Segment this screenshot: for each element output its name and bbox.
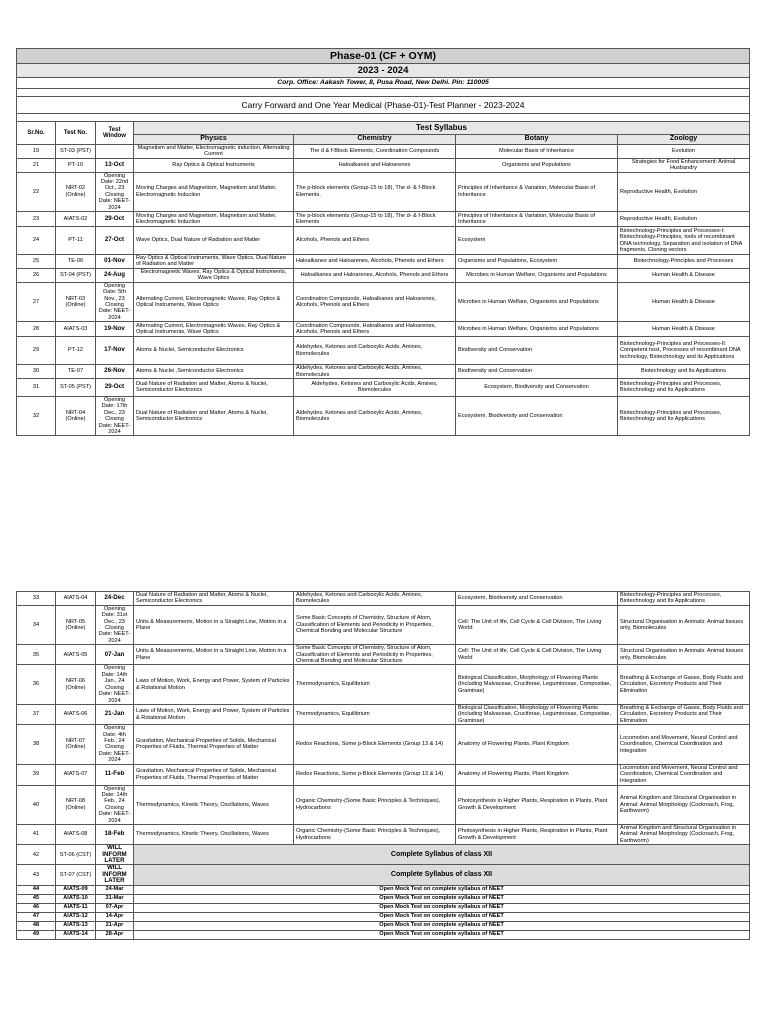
syllabus-zoology: Biotechnology and Its Applications	[618, 365, 750, 379]
syllabus-physics: Moving Charges and Magnetism, Magnetism and Matter, Electromagnetic Induction	[134, 172, 294, 211]
syllabus-physics: Atoms & Nuclei ,Semiconductor Electronics	[134, 365, 294, 379]
spacer-row	[17, 89, 750, 97]
test-window: 29-Oct	[96, 378, 134, 396]
test-no: AIATS-03	[56, 322, 96, 337]
syllabus-physics: Dual Nature of Radiation and Matter, Atoms & Nuclei, Semiconductor Electronics	[134, 396, 294, 435]
test-no: ST-03 (PST)	[56, 145, 96, 159]
syllabus-physics: Alternating Current, Electromagnetic Waves, Ray Optics & Optical Instruments, Wave Optics	[134, 322, 294, 337]
col-header-testno: Test No.	[56, 122, 96, 145]
test-window: Opening Date: 17th Dec., 23 Closing Date: NEET-2024	[96, 396, 134, 435]
syllabus-zoology: Biotechnology-Principles and Processes, Biotechnology and Its Applications	[618, 396, 750, 435]
syllabus-chemistry: Organic Chemistry-(Some Basic Principles & Techniques), Hydrocarbons	[294, 785, 456, 824]
sr-no: 36	[17, 665, 56, 704]
syllabus-botany: Organisms and Populations	[456, 158, 618, 172]
syllabus-mock: Open Mock Test on complete syllabus of NEET	[134, 912, 750, 921]
sr-no: 48	[17, 921, 56, 930]
test-no: NRT-02 (Online)	[56, 172, 96, 211]
syllabus-botany: Anatomy of Flowering Plants, Plant Kingdom	[456, 764, 618, 785]
table-row	[17, 255, 750, 269]
sr-no: 41	[17, 825, 56, 845]
test-window: Opening Date: 22nd Oct., 23 Closing Date: NEET-2024	[96, 172, 134, 211]
table-row	[17, 903, 750, 912]
table-row	[17, 282, 750, 321]
syllabus-physics: Laws of Motion, Work, Energy and Power, System of Particles & Rotational Motion	[134, 665, 294, 704]
syllabus-physics: Thermodynamics, Kinetic Theory, Oscillations, Waves	[134, 825, 294, 845]
syllabus-zoology: Evolution	[618, 145, 750, 159]
syllabus-botany: Ecosystem, Biodiversity and Conservation	[456, 396, 618, 435]
syllabus-zoology: Human Health & Disease	[618, 268, 750, 282]
syllabus-zoology: Human Health & Disease	[618, 322, 750, 337]
syllabus-chemistry: Aldehydes, Ketones and Carboxylic Acids, Amines, Biomolecules	[294, 378, 456, 396]
syllabus-zoology: Reproductive Health, Evolution	[618, 172, 750, 211]
test-window: 26-Nov	[96, 365, 134, 379]
syllabus-zoology: Biotechnology-Principles and Processes-I: Biotechnology-Principles, tools of recombinant DNA technology, Separation and isolation of DNA fragments, Cloning vectors	[618, 227, 750, 255]
test-no: NRT-04 (Online)	[56, 396, 96, 435]
test-window: 07-Apr	[96, 903, 134, 912]
syllabus-physics: Atoms & Nuclei, Semiconductor Electronics	[134, 337, 294, 365]
table-row	[17, 322, 750, 337]
syllabus-physics: Units & Measurements, Motion in a Straight Line, Motion in a Plane	[134, 645, 294, 665]
test-window: 14-Apr	[96, 912, 134, 921]
test-window: Opening Date: 5th Nov., 23 Closing Date: NEET-2024	[96, 282, 134, 321]
syllabus-botany: Microbes in Human Welfare, Organisms and Populations	[456, 322, 618, 337]
test-no: TE-07	[56, 365, 96, 379]
table-row	[17, 845, 750, 865]
syllabus-botany: Microbes in Human Welfare, Organisms and Populations	[456, 268, 618, 282]
sr-no: 47	[17, 912, 56, 921]
syllabus-mock: Open Mock Test on complete syllabus of NEET	[134, 885, 750, 894]
test-no: PT-10	[56, 158, 96, 172]
syllabus-zoology: Strategies for Food Enhancement: Animal Husbandry	[618, 158, 750, 172]
test-window: 24-Dec	[96, 592, 134, 606]
sr-no: 27	[17, 282, 56, 321]
test-window: 28-Apr	[96, 930, 134, 939]
syllabus-physics: Dual Nature of Radiation and Matter, Atoms & Nuclei, Semiconductor Electronics	[134, 378, 294, 396]
syllabus-zoology: Breathing & Exchange of Gases, Body Fluids and Circulation, Excretory Products and Their Elimination	[618, 704, 750, 724]
test-window: Opening Date: 31st Dec., 23 Closing Date: NEET-2024	[96, 605, 134, 644]
table-row	[17, 145, 750, 159]
syllabus-chemistry: Aldehydes, Ketones and Carboxylic Acids, Amines, Biomolecules	[294, 365, 456, 379]
test-window: 19-Nov	[96, 322, 134, 337]
test-window: 24-Aug	[96, 268, 134, 282]
table-row	[17, 785, 750, 824]
test-no: AIATS-04	[56, 592, 96, 606]
sr-no: 29	[17, 337, 56, 365]
table-row	[17, 337, 750, 365]
syllabus-mock: Open Mock Test on complete syllabus of NEET	[134, 930, 750, 939]
table-row	[17, 894, 750, 903]
sr-no: 34	[17, 605, 56, 644]
syllabus-complete: Complete Syllabus of class XII	[134, 845, 750, 865]
test-no: ST-07 (CST)	[56, 865, 96, 885]
syllabus-physics: Gravitation, Mechanical Properties of Solids, Mechanical Properties of Fluids, Thermal Properties of Matter	[134, 725, 294, 764]
test-no: AIATS-05	[56, 645, 96, 665]
sr-no: 21	[17, 158, 56, 172]
test-window: 11-Feb	[96, 764, 134, 785]
sr-no: 31	[17, 378, 56, 396]
syllabus-botany: Ecosystem, Biodiversity and Conservation	[456, 378, 618, 396]
col-header-zoology: Zoology	[618, 135, 750, 145]
sr-no: 40	[17, 785, 56, 824]
test-no: AIATS-08	[56, 825, 96, 845]
syllabus-chemistry: Organic Chemistry-(Some Basic Principles & Techniques), Hydrocarbons	[294, 825, 456, 845]
sr-no: 33	[17, 592, 56, 606]
table-row	[17, 378, 750, 396]
syllabus-chemistry: Aldehydes, Ketones and Carboxylic Acids, Amines, Biomolecules	[294, 396, 456, 435]
sr-no: 32	[17, 396, 56, 435]
test-no: NRT-07 (Online)	[56, 725, 96, 764]
table-row	[17, 396, 750, 435]
syllabus-zoology: Biotechnology-Principles and Processes	[618, 255, 750, 269]
test-no: AIATS-02	[56, 212, 96, 227]
syllabus-chemistry: Haloalkanes and Haloarenes	[294, 158, 456, 172]
syllabus-mock: Open Mock Test on complete syllabus of NEET	[134, 903, 750, 912]
sr-no: 44	[17, 885, 56, 894]
test-no: AIATS-07	[56, 764, 96, 785]
table-row	[17, 865, 750, 885]
syllabus-physics: Thermodynamics, Kinetic Theory, Oscillations, Waves	[134, 785, 294, 824]
sr-no: 38	[17, 725, 56, 764]
syllabus-botany: Molecular Basis of Inheritance	[456, 145, 618, 159]
syllabus-chemistry: Haloalkanes and Haloarenes, Alcohols, Phenols and Ethers	[294, 255, 456, 269]
test-no: AIATS-09	[56, 885, 96, 894]
session-year: 2023 - 2024	[17, 64, 750, 78]
syllabus-zoology: Biotechnology-Principles and Processes, Biotechnology and Its Applications	[618, 378, 750, 396]
syllabus-chemistry: Haloalkanes and Haloarenes, Alcohols, Phenols and Ethers	[294, 268, 456, 282]
table-row	[17, 227, 750, 255]
test-window: 21-Apr	[96, 921, 134, 930]
test-window: Opening Date: 14th Jan., 24 Closing Date: NEET-2024	[96, 665, 134, 704]
test-window: WILL INFORM LATER	[96, 845, 134, 865]
syllabus-chemistry: The p-block elements (Group-15 to 18), The d- & f-Block Elements.	[294, 172, 456, 211]
test-no: AIATS-13	[56, 921, 96, 930]
syllabus-botany: Biodiversity and Conservation	[456, 337, 618, 365]
test-window: Opening Date: 14th Feb., 24 Closing Date: NEET-2024	[96, 785, 134, 824]
syllabus-botany: Photosynthesis in Higher Plants, Respiration in Plants, Plant Growth & Development	[456, 785, 618, 824]
syllabus-zoology: Locomotion and Movement, Neural Control and Coordination, Chemical Coordination and Integration	[618, 764, 750, 785]
col-header-syllabus: Test Syllabus	[134, 122, 750, 135]
sr-no: 28	[17, 322, 56, 337]
test-window: Opening Date: 4th Feb., 24 Closing Date: NEET-2024	[96, 725, 134, 764]
syllabus-zoology: Human Health & Disease	[618, 282, 750, 321]
syllabus-botany: Principles of Inheritance & Variation, Molecular Basis of Inheritance	[456, 172, 618, 211]
test-window: 18-Feb	[96, 825, 134, 845]
syllabus-botany: Biological Classification, Morphology of Flowering Plants (Including Malvaceae, Cruciferae, Leguminosae, Compositae, Graminae)	[456, 665, 618, 704]
sr-no: 24	[17, 227, 56, 255]
table-row	[17, 645, 750, 665]
table-row	[17, 605, 750, 644]
spacer-row	[17, 114, 750, 122]
table-row	[17, 665, 750, 704]
sr-no: 46	[17, 903, 56, 912]
test-window: 07-Jan	[96, 645, 134, 665]
planner-table-page-2	[16, 591, 750, 940]
test-no: NRT-03 (Online)	[56, 282, 96, 321]
col-header-srno: Sr.No.	[17, 122, 56, 145]
corp-office-address: Corp. Office: Aakash Tower, 8, Pusa Road, New Delhi. Pin: 110005	[17, 78, 750, 89]
syllabus-chemistry: Redox Reactions, Some p-Block Elements (Group 13 & 14)	[294, 725, 456, 764]
phase-title: Phase-01 (CF + OYM)	[17, 49, 750, 64]
sr-no: 45	[17, 894, 56, 903]
table-row	[17, 921, 750, 930]
table-row	[17, 212, 750, 227]
table-row	[17, 930, 750, 939]
syllabus-physics: Ray Optics & Optical Instruments, Wave Optics, Dual Nature of Radiation and Matter	[134, 255, 294, 269]
test-window: 17-Nov	[96, 337, 134, 365]
table-row	[17, 704, 750, 724]
syllabus-botany: Ecosystem	[456, 227, 618, 255]
test-no: AIATS-11	[56, 903, 96, 912]
sr-no: 30	[17, 365, 56, 379]
syllabus-botany: Ecosystem, Biodiversity and Conservation	[456, 592, 618, 606]
syllabus-chemistry: Alcohols, Phenols and Ethers	[294, 227, 456, 255]
test-window: 01-Nov	[96, 255, 134, 269]
syllabus-chemistry: The d & f-Block Elements, Coordination Compounds	[294, 145, 456, 159]
syllabus-zoology: Structural Organisation in Animals: Animal tissues only, Biomolecules	[618, 605, 750, 644]
syllabus-physics: Ray Optics & Optical Instruments	[134, 158, 294, 172]
col-header-window: Test Window	[96, 122, 134, 145]
test-no: ST-04 (PST)	[56, 268, 96, 282]
syllabus-chemistry: Thermodynamics, Equilibrium	[294, 665, 456, 704]
syllabus-chemistry: Redox Reactions, Some p-Block Elements (Group 13 & 14)	[294, 764, 456, 785]
syllabus-botany: Biodiversity and Conservation	[456, 365, 618, 379]
test-no: AIATS-14	[56, 930, 96, 939]
test-no: PT-11	[56, 227, 96, 255]
syllabus-botany: Anatomy of Flowering Plants, Plant Kingdom	[456, 725, 618, 764]
test-window: 24-Mar	[96, 885, 134, 894]
syllabus-botany: Microbes in Human Welfare, Organisms and Populations	[456, 282, 618, 321]
syllabus-zoology: Structural Organisation in Animals: Animal tissues only, Biomolecules	[618, 645, 750, 665]
table-row	[17, 592, 750, 606]
syllabus-physics: Units & Measurements, Motion in a Straight Line, Motion in a Plane	[134, 605, 294, 644]
syllabus-botany: Photosynthesis in Higher Plants, Respiration in Plants, Plant Growth & Development	[456, 825, 618, 845]
table-row	[17, 268, 750, 282]
syllabus-chemistry: Aldehydes, Ketones and Carboxylic Acids, Amines, Biomolecules	[294, 337, 456, 365]
syllabus-physics: Moving Charges and Magnetism, Magnetism and Matter, Electromagnetic Induction	[134, 212, 294, 227]
table-row	[17, 725, 750, 764]
syllabus-complete: Complete Syllabus of class XII	[134, 865, 750, 885]
syllabus-botany: Biological Classification, Morphology of Flowering Plants (Including Malvaceae, Cruciferae, Leguminosae, Compositae, Graminae)	[456, 704, 618, 724]
syllabus-zoology: Reproductive Health, Evolution	[618, 212, 750, 227]
syllabus-physics: Laws of Motion, Work, Energy and Power, System of Particles & Rotational Motion	[134, 704, 294, 724]
syllabus-zoology: Biotechnology-Principles and Processes-II: Competent host, Processes of recombinant DNA technology, Biotechnology and its Applications	[618, 337, 750, 365]
test-window	[96, 145, 134, 159]
test-window: WILL INFORM LATER	[96, 865, 134, 885]
syllabus-chemistry: Coordination Compounds, Haloalkanes and Haloarenes, Alcohols, Phenols and Ethers	[294, 322, 456, 337]
syllabus-chemistry: Aldehydes, Ketones and Carboxylic Acids, Amines, Biomolecules	[294, 592, 456, 606]
syllabus-chemistry: The p-block elements (Group-15 to 18), The d- & f-Block Elements	[294, 212, 456, 227]
sr-no: 23	[17, 212, 56, 227]
syllabus-zoology: Breathing & Exchange of Gases, Body Fluids and Circulation, Excretory Products and Their Elimination	[618, 665, 750, 704]
sr-no: 26	[17, 268, 56, 282]
table-row	[17, 885, 750, 894]
syllabus-zoology: Animal Kingdom and Structural Organisation in Animal: Animal Morphology (Cockroach, Frog, Earthworm)	[618, 825, 750, 845]
table-row	[17, 764, 750, 785]
syllabus-zoology: Locomotion and Movement, Neural Control and Coordination, Chemical Coordination and Integration	[618, 725, 750, 764]
test-no: AIATS-10	[56, 894, 96, 903]
test-no: ST-05 (PST)	[56, 378, 96, 396]
syllabus-chemistry: Some Basic Concepts of Chemistry, Structure of Atom, Classification of Elements and Periodicity in Properties, Chemical Bonding and Molecular Structure	[294, 605, 456, 644]
sr-no: 35	[17, 645, 56, 665]
sr-no: 19	[17, 145, 56, 159]
syllabus-chemistry: Thermodynamics, Equilibrium	[294, 704, 456, 724]
table-row	[17, 365, 750, 379]
syllabus-physics: Electromagnetic Waves, Ray Optics & Optical Instruments, Wave Optics	[134, 268, 294, 282]
table-row	[17, 912, 750, 921]
test-window: 13-Oct	[96, 158, 134, 172]
syllabus-physics: Alternating Current, Electromagnetic Waves, Ray Optics & Optical Instruments, Wave Optics	[134, 282, 294, 321]
syllabus-botany: Cell: The Unit of life, Cell Cycle & Cell Division, The Living World	[456, 605, 618, 644]
table-row	[17, 158, 750, 172]
sr-no: 49	[17, 930, 56, 939]
sr-no: 43	[17, 865, 56, 885]
test-window: 29-Oct	[96, 212, 134, 227]
test-no: PT-12	[56, 337, 96, 365]
test-window: 27-Oct	[96, 227, 134, 255]
sr-no: 39	[17, 764, 56, 785]
test-no: ST-06 (CST)	[56, 845, 96, 865]
col-header-physics: Physics	[134, 135, 294, 145]
syllabus-physics: Gravitation, Mechanical Properties of Solids, Mechanical Properties of Fluids, Thermal Properties of Matter	[134, 764, 294, 785]
sr-no: 22	[17, 172, 56, 211]
test-no: AIATS-12	[56, 912, 96, 921]
table-row	[17, 172, 750, 211]
test-no: NRT-06 (Online)	[56, 665, 96, 704]
col-header-chemistry: Chemistry	[294, 135, 456, 145]
test-no: NRT-08 (Online)	[56, 785, 96, 824]
syllabus-physics: Wave Optics, Dual Nature of Radiation and Matter	[134, 227, 294, 255]
test-no: TE-06	[56, 255, 96, 269]
planner-table-page-1	[16, 48, 750, 436]
col-header-botany: Botany	[456, 135, 618, 145]
sr-no: 37	[17, 704, 56, 724]
planner-title: Carry Forward and One Year Medical (Phase-01)-Test Planner - 2023-2024	[17, 97, 750, 114]
sr-no: 42	[17, 845, 56, 865]
test-no: AIATS-06	[56, 704, 96, 724]
syllabus-botany: Principles of Inheritance & Variation, Molecular Basis of Inheritance	[456, 212, 618, 227]
syllabus-botany: Cell: The Unit of life, Cell Cycle & Cell Division, The Living World	[456, 645, 618, 665]
syllabus-botany: Organisms and Populations, Ecosystem	[456, 255, 618, 269]
syllabus-chemistry: Some Basic Concepts of Chemistry, Structure of Atom, Classification of Elements and Periodicity in Properties, Chemical Bonding and Molecular Structure	[294, 645, 456, 665]
syllabus-chemistry: Coordination Compounds, Haloalkanes and Haloarenes, Alcohols, Phenols and Ethers	[294, 282, 456, 321]
test-window: 21-Jan	[96, 704, 134, 724]
test-no: NRT-05 (Online)	[56, 605, 96, 644]
test-window: 31-Mar	[96, 894, 134, 903]
syllabus-physics: Dual Nature of Radiation and Matter, Atoms & Nuclei, Semiconductor Electronics	[134, 592, 294, 606]
syllabus-physics: Magnetism and Matter, Electromagnetic induction, Alternating Current	[134, 145, 294, 159]
syllabus-zoology: Animal Kingdom and Structural Organisation in Animal: Animal Morphology (Cockroach, Frog, Earthworm)	[618, 785, 750, 824]
syllabus-mock: Open Mock Test on complete syllabus of NEET	[134, 894, 750, 903]
table-row	[17, 825, 750, 845]
syllabus-mock: Open Mock Test on complete syllabus of NEET	[134, 921, 750, 930]
sr-no: 25	[17, 255, 56, 269]
syllabus-zoology: Biotechnology-Principles and Processes, Biotechnology and Its Applications	[618, 592, 750, 606]
